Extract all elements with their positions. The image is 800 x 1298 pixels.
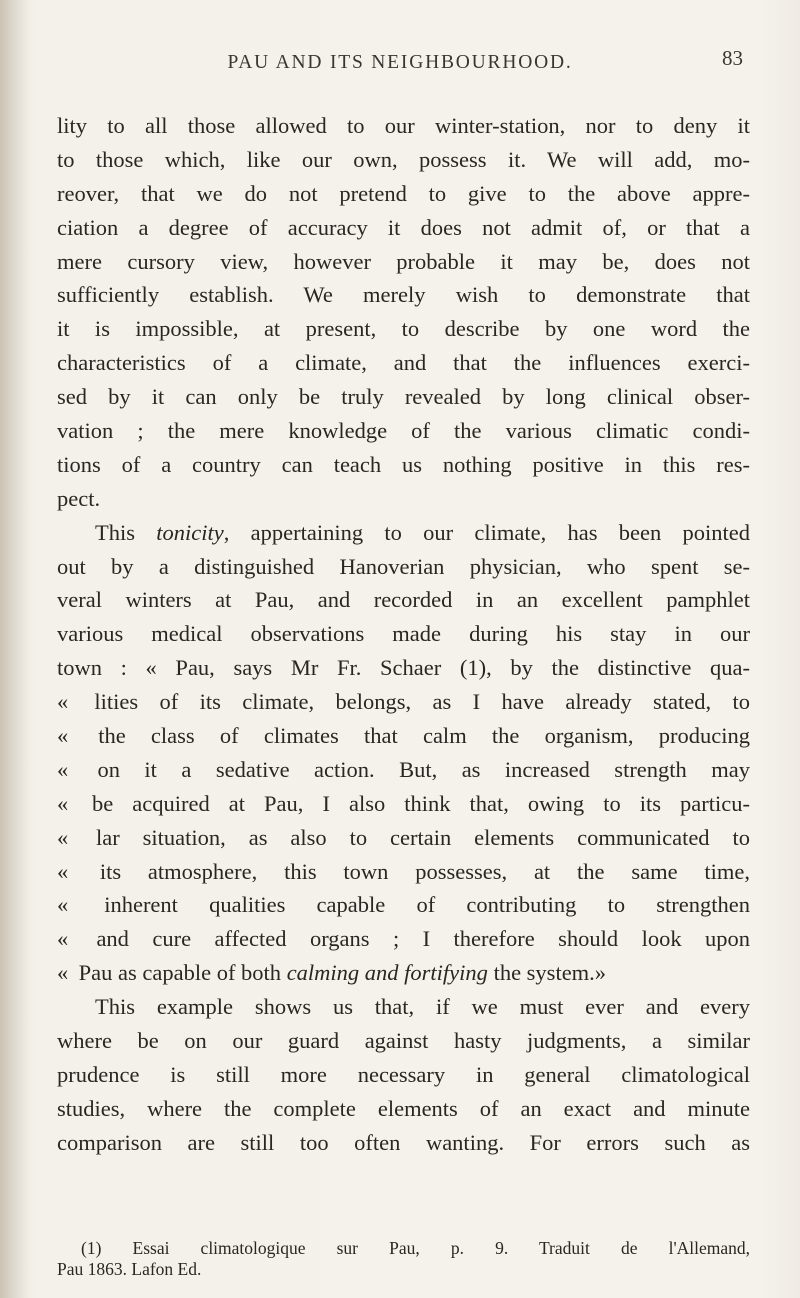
text-run: Pau as capable of both	[78, 960, 287, 986]
page-number: 83	[722, 46, 743, 70]
quote-mark: «	[57, 960, 69, 986]
quoted-line	[57, 753, 750, 787]
text-run: its atmosphere, this town possesses, at the same time,	[99, 858, 750, 884]
quoted-line	[57, 719, 750, 753]
quote-mark: «	[57, 858, 69, 884]
text-line: vation ; the mere knowledge of the various climatic condi-	[57, 418, 750, 444]
quoted-line	[57, 787, 750, 821]
text-run: on it a sedative action. But, as increased strength may	[97, 756, 751, 782]
quoted-line	[57, 922, 750, 956]
quote-mark: «	[57, 926, 69, 952]
quote-mark: «	[57, 723, 69, 749]
text-line: sufficiently establish. We merely wish to demonstrate that	[57, 282, 750, 308]
text-line: studies, where the complete elements of an exact and minute	[57, 1095, 750, 1121]
quote-mark: «	[57, 756, 69, 782]
text-line: where be on our guard against hasty judgments, a similar	[57, 1028, 750, 1054]
text-run: the class of climates that calm the organism, producing	[98, 723, 751, 749]
text-line: it is impossible, at present, to describe by one word the	[57, 316, 750, 342]
quoted-line	[57, 855, 750, 889]
text-run: This	[95, 519, 157, 545]
paragraph-start-line: This example shows us that, if we must ever and every	[95, 994, 750, 1020]
text-line: lity to all those allowed to our winter-station, nor to deny it	[57, 113, 750, 138]
text-line: ciation a degree of accuracy it does not admit of, or that a	[57, 214, 750, 240]
italic-term: tonicity	[156, 519, 224, 545]
text-line: tions of a country can teach us nothing positive in this res-	[57, 451, 750, 477]
text-line: to those which, like our own, possess it. We will add, mo-	[57, 146, 750, 172]
text-run: lar situation, as also to certain elements communicated to	[95, 824, 751, 850]
text-line: reover, that we do not pretend to give to the above appre-	[57, 180, 750, 206]
body-text	[57, 109, 750, 1160]
paragraph-start-line	[57, 516, 750, 550]
quoted-line	[57, 685, 750, 719]
gutter-shadow	[0, 0, 30, 1298]
quote-mark: «	[57, 790, 69, 816]
text-line: mere cursory view, however probable it may be, does not	[57, 248, 750, 274]
text-line: comparison are still too often wanting. For errors such as	[57, 1129, 750, 1155]
footnote-line: Pau 1863. Lafon Ed.	[57, 1259, 202, 1279]
text-line: various medical observations made during his stay in our	[57, 621, 750, 647]
text-run: the system.»	[487, 960, 607, 986]
quote-mark: «	[57, 824, 69, 850]
quoted-line	[57, 956, 750, 990]
quote-mark: «	[57, 689, 69, 715]
text-run: lities of its climate, belongs, as I have already stated, to	[94, 689, 750, 715]
quoted-line	[57, 888, 750, 922]
text-line: out by a distinguished Hanoverian physician, who spent se-	[57, 553, 750, 579]
quoted-line	[57, 821, 750, 855]
text-line: veral winters at Pau, and recorded in an excellent pamphlet	[57, 587, 750, 613]
text-line: pect.	[57, 485, 101, 511]
text-run: , appertaining to our climate, has been pointed	[223, 519, 750, 545]
running-head: PAU AND ITS NEIGHBOURHOOD.	[227, 52, 573, 73]
text-line: characteristics of a climate, and that the influences exerci-	[57, 350, 750, 376]
text-line: sed by it can only be truly revealed by long clinical obser-	[57, 384, 750, 410]
italic-phrase: calming and fortifying	[286, 960, 488, 986]
footnote	[57, 1238, 750, 1280]
text-run: be acquired at Pau, I also think that, owing to its particu-	[92, 790, 750, 816]
text-line: prudence is still more necessary in general climatological	[57, 1061, 750, 1087]
text-run: inherent qualities capable of contributing to strengthen	[104, 892, 750, 918]
footnote-line: (1) Essai climatologique sur Pau, p. 9. Traduit de l'Allemand,	[81, 1238, 750, 1258]
text-line: town : « Pau, says Mr Fr. Schaer (1), by the distinctive qua-	[57, 655, 750, 681]
quote-mark: «	[57, 892, 69, 918]
text-run: and cure affected organs ; I therefore should look upon	[96, 926, 751, 952]
